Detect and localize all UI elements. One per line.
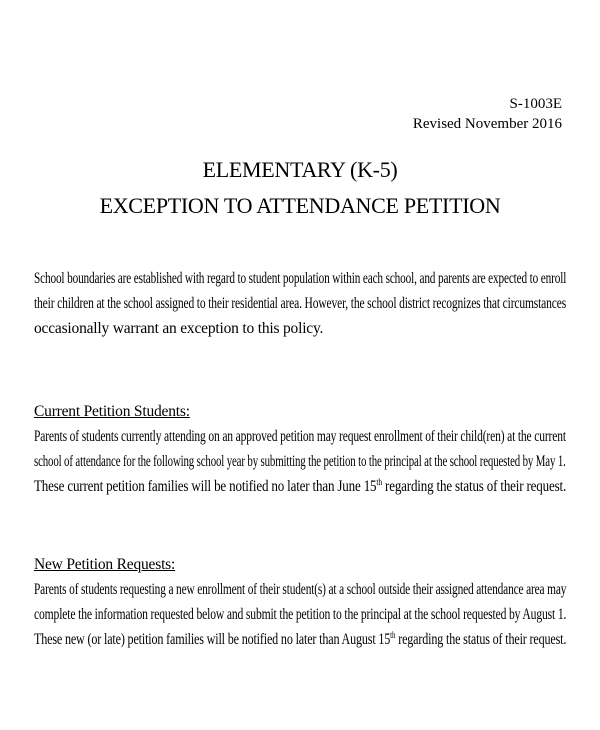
intro-paragraph [34,266,566,341]
new-petition-line [34,627,567,652]
ordinal-suffix: th [376,476,382,487]
revision-date: Revised November 2016 [412,116,562,132]
current-petition-line: Parents of students currently attending on an approved petition may request enrollment of their child(ren) at the current [34,428,566,445]
ordinal-suffix: th [390,629,396,640]
new-petition-text: These new (or late) petition families will be notified no later than August 15 [34,631,391,648]
form-code-block [413,94,562,134]
current-petition-text: These current petition families will be notified no later than June 15 [34,478,377,495]
new-petition-text: regarding the status of their request. [395,631,567,648]
form-code: S-1003E [509,96,562,112]
intro-line: School boundaries are established with regard to student population within each school, and parents are expected to enroll [34,270,567,287]
new-petition-section [34,552,566,652]
intro-line: their children at the school assigned to their residential area. However, the school district recognizes that circumstances [34,295,567,312]
document-title [0,152,600,224]
title-line-2: EXCEPTION TO ATTENDANCE PETITION [99,193,501,218]
new-petition-line: Parents of students requesting a new enrollment of their student(s) at a school outside their assigned attendance area may [34,581,567,598]
intro-line: occasionally warrant an exception to this policy. [34,320,324,337]
current-petition-heading: Current Petition Students: [34,403,190,420]
new-petition-heading: New Petition Requests: [34,556,176,573]
current-petition-section [34,399,566,499]
current-petition-line [34,474,567,499]
title-line-1: ELEMENTARY (K-5) [202,157,398,182]
current-petition-text: regarding the status of their request. [381,478,567,495]
new-petition-line: complete the information requested below and submit the petition to the principal at the school requested by August 1. [34,606,567,623]
current-petition-line: school of attendance for the following school year by submitting the petition to the principal at the school requested by May 1. [34,453,566,470]
